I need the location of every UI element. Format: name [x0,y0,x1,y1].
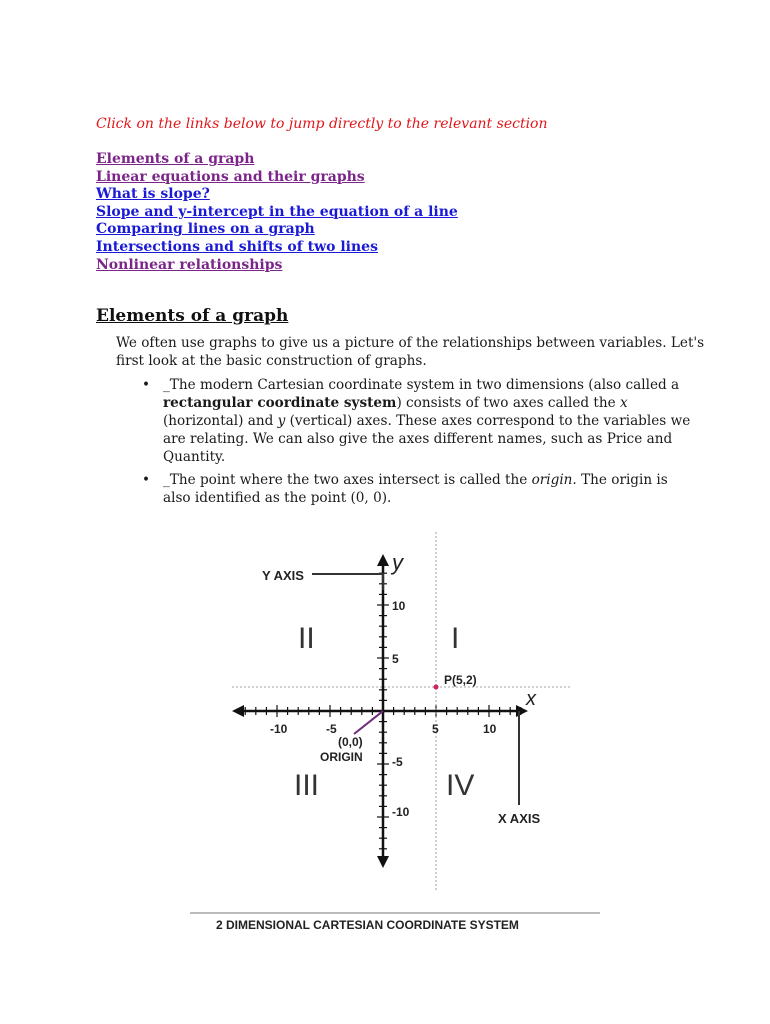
italic-term: origin. [531,472,577,488]
y-axis-arrow-up [377,554,389,566]
point-label: P(5,2) [444,673,477,687]
link-nonlinear-relationships[interactable]: Nonlinear relationships [96,256,283,273]
x-axis-arrow-left [232,705,244,717]
x-tick-label-10: 10 [483,722,497,736]
link-item [96,186,458,204]
origin-coords-label: (0,0) [338,735,363,749]
bullet-item: • _The modern Cartesian coordinate system in two dimensions (also called a rectangular coordinate system) consists of two axes called the x (horizontal) and y (vertical) axes. These axes correspond to the variables we are relating. We can also give the axes different names, such as Price and Quantity. [142,377,691,465]
y-tick-label-neg5: -5 [392,755,403,769]
bullet-item: • _The point where the two axes intersect is called the origin. The origin is also identified as the point (0, 0). [142,472,668,506]
quadrant-iii: III [294,769,320,802]
origin-leader-line [354,711,383,734]
y-axis-arrow-down [377,856,389,868]
link-elements-of-a-graph[interactable]: Elements of a graph [96,151,255,167]
x-tick-label-neg5: -5 [326,722,337,736]
link-slope-and-y-intercept[interactable]: Slope and y-intercept in the equation of a line [96,203,458,220]
point-p-marker [434,685,439,690]
y-symbol: y [392,550,403,575]
figure-caption: 2 DIMENSIONAL CARTESIAN COORDINATE SYSTEM [216,918,519,932]
y-tick-label-5: 5 [392,652,399,666]
link-item [96,257,458,275]
x-symbol: x [526,688,536,710]
link-intersections-and-shifts[interactable]: Intersections and shifts of two lines [96,238,378,255]
link-item [96,169,458,187]
link-comparing-lines[interactable]: Comparing lines on a graph [96,221,315,238]
bold-term: rectangular coordinate system [163,395,397,411]
section-heading: Elements of a graph [96,306,289,326]
link-item [96,151,458,169]
intro-text: Click on the links below to jump directly to the relevant section [96,116,548,132]
x-tick-label-5: 5 [432,722,439,736]
quadrant-i: I [451,622,460,655]
bullet-dot: • [142,472,151,488]
quadrant-iv: IV [446,769,475,802]
link-what-is-slope[interactable]: What is slope? [96,186,210,203]
origin-label: ORIGIN [320,750,363,764]
quadrant-ii: II [298,622,315,655]
section-links [96,151,458,274]
section-paragraph: We often use graphs to give us a picture of the relationships between variables. Let's first look at the basic construction of graphs. [116,335,705,369]
x-axis-label: X AXIS [498,811,541,826]
bullet-list [142,376,698,512]
link-linear-equations[interactable]: Linear equations and their graphs [96,168,365,185]
link-item [96,239,458,257]
y-axis-leader-line [312,574,383,590]
y-tick-label-10: 10 [392,599,406,613]
y-axis-label: Y AXIS [262,568,304,583]
y-tick-label-neg10: -10 [392,805,410,819]
cartesian-figure [180,510,600,940]
x-tick-label-neg10: -10 [270,722,288,736]
link-item [96,204,458,222]
bullet-dot: • [142,377,151,393]
link-item [96,221,458,239]
